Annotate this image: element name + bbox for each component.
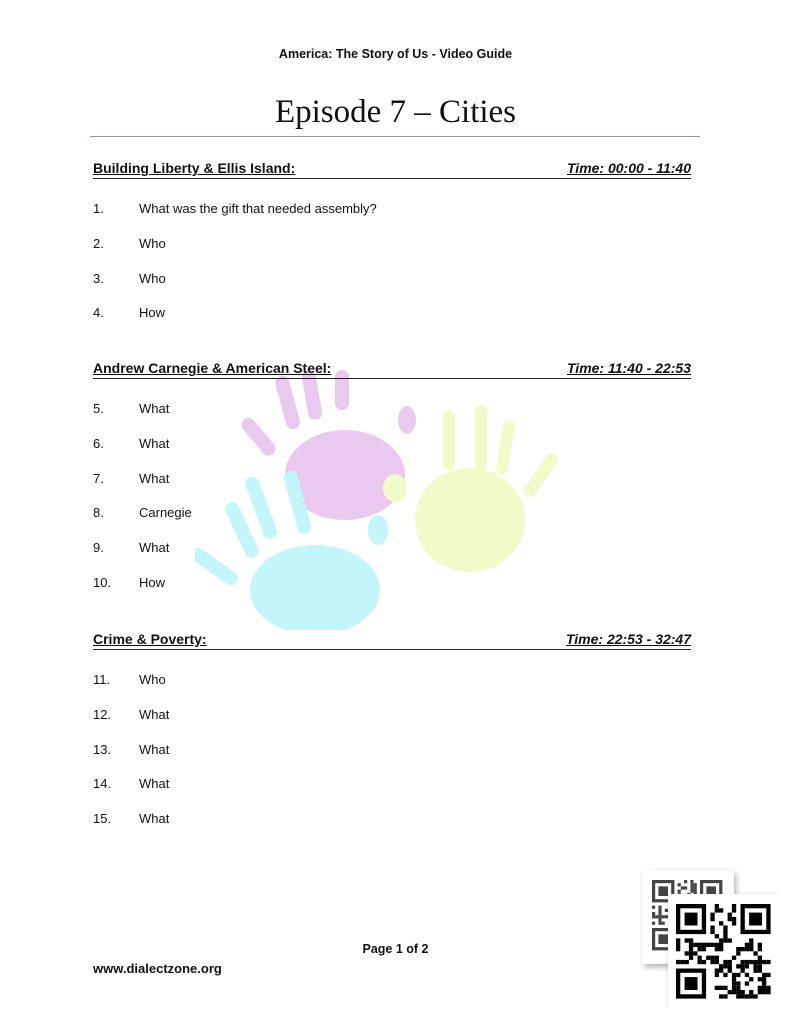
section-heading [93, 160, 691, 179]
handprint-watermark [195, 370, 575, 630]
section-time: Time: 11:40 - 22:53 [567, 360, 691, 376]
question-text: How [139, 305, 166, 321]
question-text: What [139, 470, 170, 486]
question-number: 14. [93, 776, 112, 792]
question-text: What [139, 776, 170, 792]
section-title: Building Liberty & Ellis Island: [93, 160, 296, 176]
question-number: 8. [93, 505, 104, 521]
question-number: 2. [93, 235, 104, 251]
document-header: America: The Story of Us - Video Guide [278, 47, 513, 61]
question-text: Who [139, 270, 166, 286]
question-text: What [139, 811, 170, 827]
question-text: Who [139, 235, 166, 251]
section-title: Andrew Carnegie & American Steel: [93, 360, 332, 376]
question-number: 7. [93, 470, 104, 486]
title-divider [90, 136, 700, 137]
question-text: What [139, 540, 170, 556]
section-time: Time: 00:00 - 11:40 [567, 160, 691, 176]
page-title: Episode 7 – Cities [274, 94, 517, 130]
question-text: What [139, 706, 170, 722]
question-number: 4. [93, 305, 104, 321]
website-link[interactable]: www.dialectzone.org [93, 961, 222, 976]
question-number: 12. [93, 706, 112, 722]
qr-code-icon [640, 868, 780, 1008]
question-text: What [139, 401, 170, 416]
question-text: Carnegie [139, 505, 192, 521]
page-number: Page 1 of 2 [362, 942, 429, 956]
question-number: 13. [93, 741, 112, 757]
question-text: How [139, 575, 166, 590]
question-text: What was the gift that needed assembly? [139, 201, 377, 216]
question-number: 11. [93, 672, 111, 687]
section-heading [93, 631, 691, 650]
question-text: What [139, 435, 170, 451]
section-time: Time: 22:53 - 32:47 [565, 631, 691, 647]
question-text: Who [139, 672, 166, 687]
section-title: Crime & Poverty: [93, 631, 207, 647]
question-number: 15. [93, 811, 112, 827]
question-number: 6. [93, 435, 104, 451]
question-number: 1. [93, 201, 104, 216]
question-number: 10. [93, 575, 112, 590]
question-number: 5. [93, 401, 104, 416]
question-text: What [139, 741, 170, 757]
question-number: 9. [93, 540, 104, 556]
section-heading [93, 360, 691, 379]
question-number: 3. [93, 270, 104, 286]
